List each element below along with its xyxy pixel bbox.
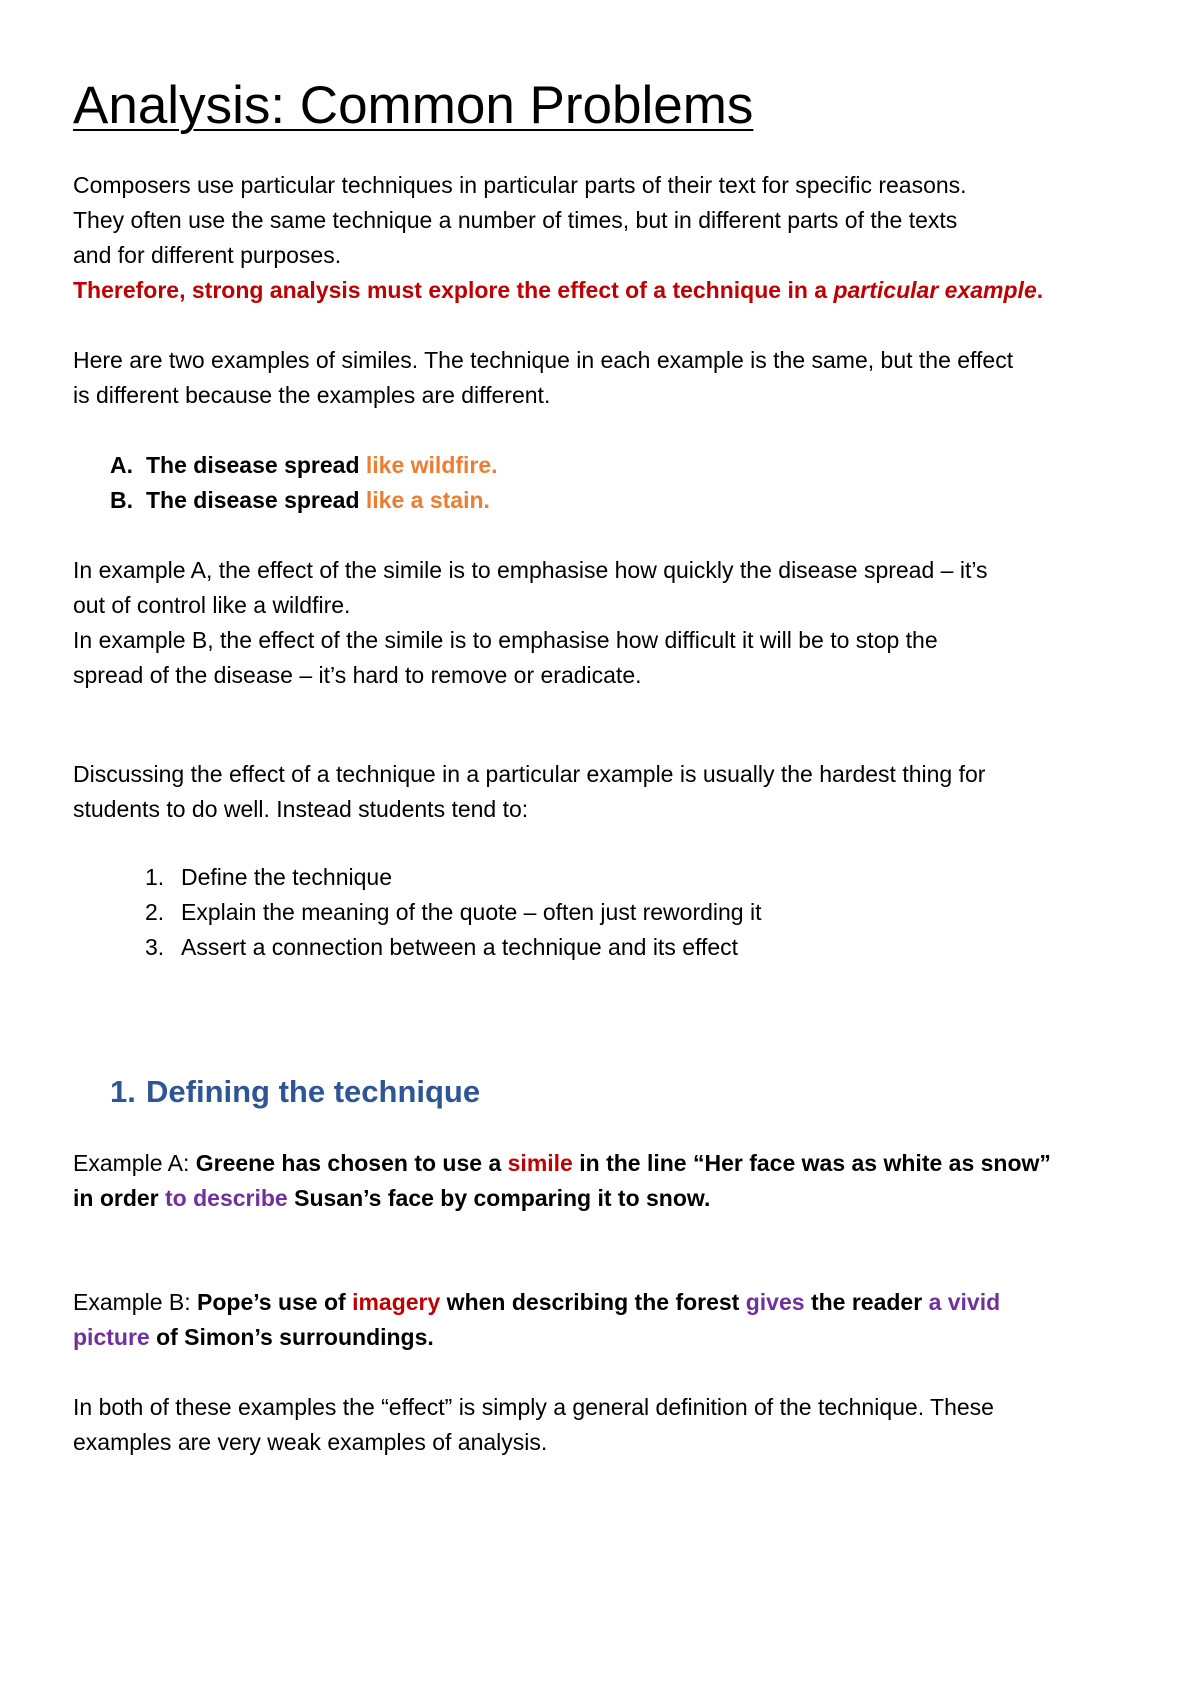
intro-line-3: and for different purposes. <box>73 242 342 268</box>
intro-line-1: Composers use particular techniques in particular parts of their text for specific reasons. <box>73 172 967 198</box>
technique-highlight: imagery <box>352 1289 441 1315</box>
section-number: 1. <box>110 1074 136 1109</box>
effect-highlight: gives <box>745 1289 805 1315</box>
list-item <box>145 860 761 895</box>
conclusion-line-1: In both of these examples the “effect” is simply a general definition of the technique. These <box>73 1394 994 1420</box>
example-a-text: in order <box>73 1185 166 1211</box>
list-item-text: Assert a connection between a technique and its effect <box>181 934 739 960</box>
example-a-paragraph <box>73 1146 1143 1216</box>
technique-highlight: simile <box>507 1150 573 1176</box>
list-item-text: The disease spread <box>146 487 366 513</box>
conclusion-line-2: examples are very weak examples of analysis. <box>73 1429 548 1455</box>
intro-emphasis <box>73 273 1143 308</box>
explanations-paragraph <box>73 553 1143 693</box>
intro-emphasis-italic: particular example <box>833 277 1037 303</box>
discussion-line-2: students to do well. Instead students tend to: <box>73 796 529 822</box>
effect-highlight: to describe <box>165 1185 288 1211</box>
example-b-label: Example B: <box>73 1289 197 1315</box>
example-a-text: Susan’s face by comparing it to snow. <box>287 1185 711 1211</box>
simile-highlight: like wildfire. <box>365 452 498 478</box>
simile-examples-list <box>110 448 498 518</box>
list-item-text: The disease spread <box>146 452 366 478</box>
example-a-label: Example A: <box>73 1150 196 1176</box>
explanation-a-line-1: In example A, the effect of the simile is to emphasise how quickly the disease spread – it’s <box>73 557 988 583</box>
example-b-text: the reader <box>804 1289 929 1315</box>
example-a-line-1 <box>73 1146 1143 1181</box>
example-a-text: Greene has chosen to use a <box>195 1150 508 1176</box>
list-item-text: Define the technique <box>181 864 392 890</box>
similes-intro-line-2: is different because the examples are different. <box>73 382 551 408</box>
discussion-line-1: Discussing the effect of a technique in a particular example is usually the hardest thing for <box>73 761 986 787</box>
example-b-line-2 <box>73 1320 1143 1355</box>
simile-highlight: like a stain. <box>365 487 490 513</box>
effect-highlight: picture <box>73 1324 150 1350</box>
discussion-paragraph <box>73 757 1143 827</box>
section-heading <box>110 1072 480 1112</box>
list-marker: A. <box>110 452 133 478</box>
example-b-line-1 <box>73 1285 1143 1320</box>
example-b-paragraph <box>73 1285 1143 1355</box>
list-marker: 2. <box>145 899 165 925</box>
similes-intro-paragraph <box>73 343 1143 413</box>
example-b-text: Pope’s use of <box>197 1289 353 1315</box>
similes-intro-line-1: Here are two examples of similes. The technique in each example is the same, but the effect <box>73 347 1014 373</box>
intro-emphasis-text: Therefore, strong analysis must explore the effect of a technique in a <box>73 277 834 303</box>
example-b-text: when describing the forest <box>440 1289 746 1315</box>
effect-highlight: a vivid <box>928 1289 1001 1315</box>
example-b-text: of Simon’s surroundings. <box>149 1324 434 1350</box>
example-a-line-2 <box>73 1181 1143 1216</box>
intro-paragraph <box>73 168 1143 308</box>
explanation-b-line-2: spread of the disease – it’s hard to remove or eradicate. <box>73 662 642 688</box>
list-marker: B. <box>110 487 133 513</box>
explanation-b-line-1: In example B, the effect of the simile is to emphasise how difficult it will be to stop the <box>73 627 938 653</box>
page-title: Analysis: Common Problems <box>73 76 754 135</box>
example-a-text: in the line “Her face was as white as snow” <box>572 1150 1051 1176</box>
list-item <box>110 483 498 518</box>
intro-line-2: They often use the same technique a number of times, but in different parts of the texts <box>73 207 958 233</box>
intro-emphasis-end: . <box>1036 277 1044 303</box>
section-title: Defining the technique <box>146 1074 481 1109</box>
list-marker: 3. <box>145 934 165 960</box>
list-marker: 1. <box>145 864 165 890</box>
list-item-text: Explain the meaning of the quote – often just rewording it <box>181 899 762 925</box>
list-item <box>110 448 498 483</box>
list-item <box>145 930 761 965</box>
tendencies-list <box>145 860 761 965</box>
list-item <box>145 895 761 930</box>
explanation-a-line-2: out of control like a wildfire. <box>73 592 351 618</box>
conclusion-paragraph <box>73 1390 1143 1460</box>
